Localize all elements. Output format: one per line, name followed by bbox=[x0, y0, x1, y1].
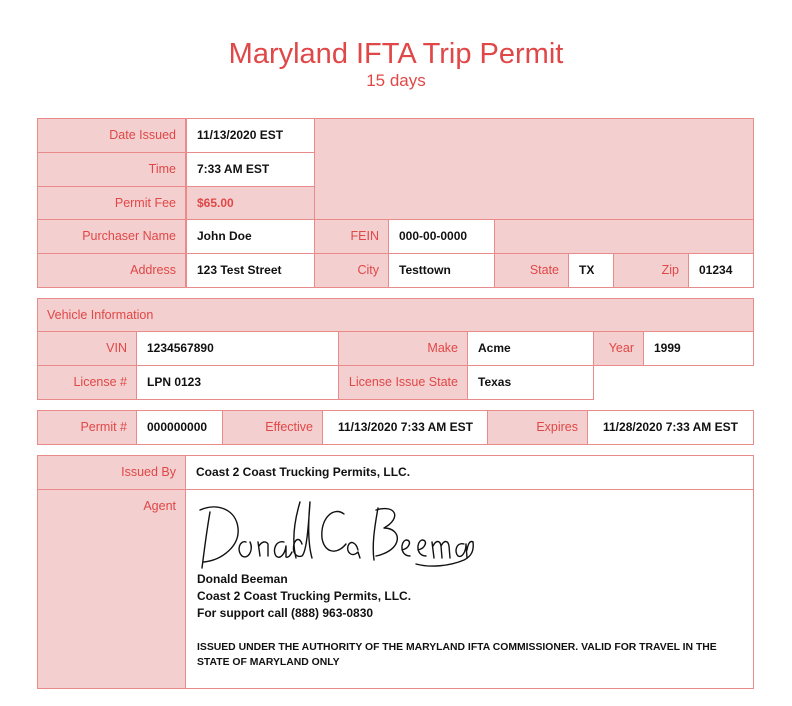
blank-area bbox=[314, 118, 754, 220]
effective-label: Effective bbox=[222, 410, 323, 445]
fein-value: 000-00-0000 bbox=[388, 219, 495, 254]
support-phone: For support call (888) 963-0830 bbox=[197, 606, 374, 620]
state-label: State bbox=[494, 253, 569, 288]
agent-name: Donald Beeman bbox=[197, 572, 288, 586]
permit-fee-value: $65.00 bbox=[186, 186, 315, 220]
issued-by-label: Issued By bbox=[37, 455, 186, 490]
expires-value: 11/28/2020 7:33 AM EST bbox=[587, 410, 754, 445]
fein-label: FEIN bbox=[314, 219, 389, 254]
time-label: Time bbox=[37, 152, 186, 187]
address-label: Address bbox=[37, 253, 186, 288]
make-value: Acme bbox=[467, 331, 594, 366]
agent-company: Coast 2 Coast Trucking Permits, LLC. bbox=[197, 589, 412, 603]
date-issued-value: 11/13/2020 EST bbox=[186, 118, 315, 153]
blank-area bbox=[494, 219, 754, 254]
year-value: 1999 bbox=[643, 331, 754, 366]
effective-value: 11/13/2020 7:33 AM EST bbox=[322, 410, 488, 445]
zip-value: 01234 bbox=[688, 253, 754, 288]
expires-label: Expires bbox=[487, 410, 588, 445]
vin-label: VIN bbox=[37, 331, 137, 366]
make-label: Make bbox=[338, 331, 468, 366]
vin-value: 1234567890 bbox=[136, 331, 339, 366]
zip-label: Zip bbox=[613, 253, 689, 288]
license-label: License # bbox=[37, 365, 137, 400]
permit-number-label: Permit # bbox=[37, 410, 137, 445]
authority-notice: ISSUED UNDER THE AUTHORITY OF THE MARYLAND IFTA COMMISSIONER. VALID FOR TRAVEL IN THE STATE OF MARYLAND ONLY bbox=[197, 642, 717, 668]
agent-label: Agent bbox=[37, 489, 186, 689]
year-label: Year bbox=[593, 331, 644, 366]
agent-signature bbox=[196, 494, 476, 574]
time-value: 7:33 AM EST bbox=[186, 152, 315, 187]
license-value: LPN 0123 bbox=[136, 365, 339, 400]
license-issue-state-label: License Issue State bbox=[338, 365, 468, 400]
purchaser-name-label: Purchaser Name bbox=[37, 219, 186, 254]
city-label: City bbox=[314, 253, 389, 288]
issued-by-value: Coast 2 Coast Trucking Permits, LLC. bbox=[185, 455, 754, 490]
city-value: Testtown bbox=[388, 253, 495, 288]
permit-fee-label: Permit Fee bbox=[37, 186, 186, 220]
purchaser-name-value: John Doe bbox=[186, 219, 315, 254]
date-issued-label: Date Issued bbox=[37, 118, 186, 153]
address-value: 123 Test Street bbox=[186, 253, 315, 288]
vehicle-section-header: Vehicle Information bbox=[37, 298, 754, 332]
page-subtitle: 15 days bbox=[366, 71, 426, 90]
permit-number-value: 000000000 bbox=[136, 410, 223, 445]
page-title: Maryland IFTA Trip Permit bbox=[228, 38, 564, 70]
license-issue-state-value: Texas bbox=[467, 365, 594, 400]
state-value: TX bbox=[568, 253, 614, 288]
